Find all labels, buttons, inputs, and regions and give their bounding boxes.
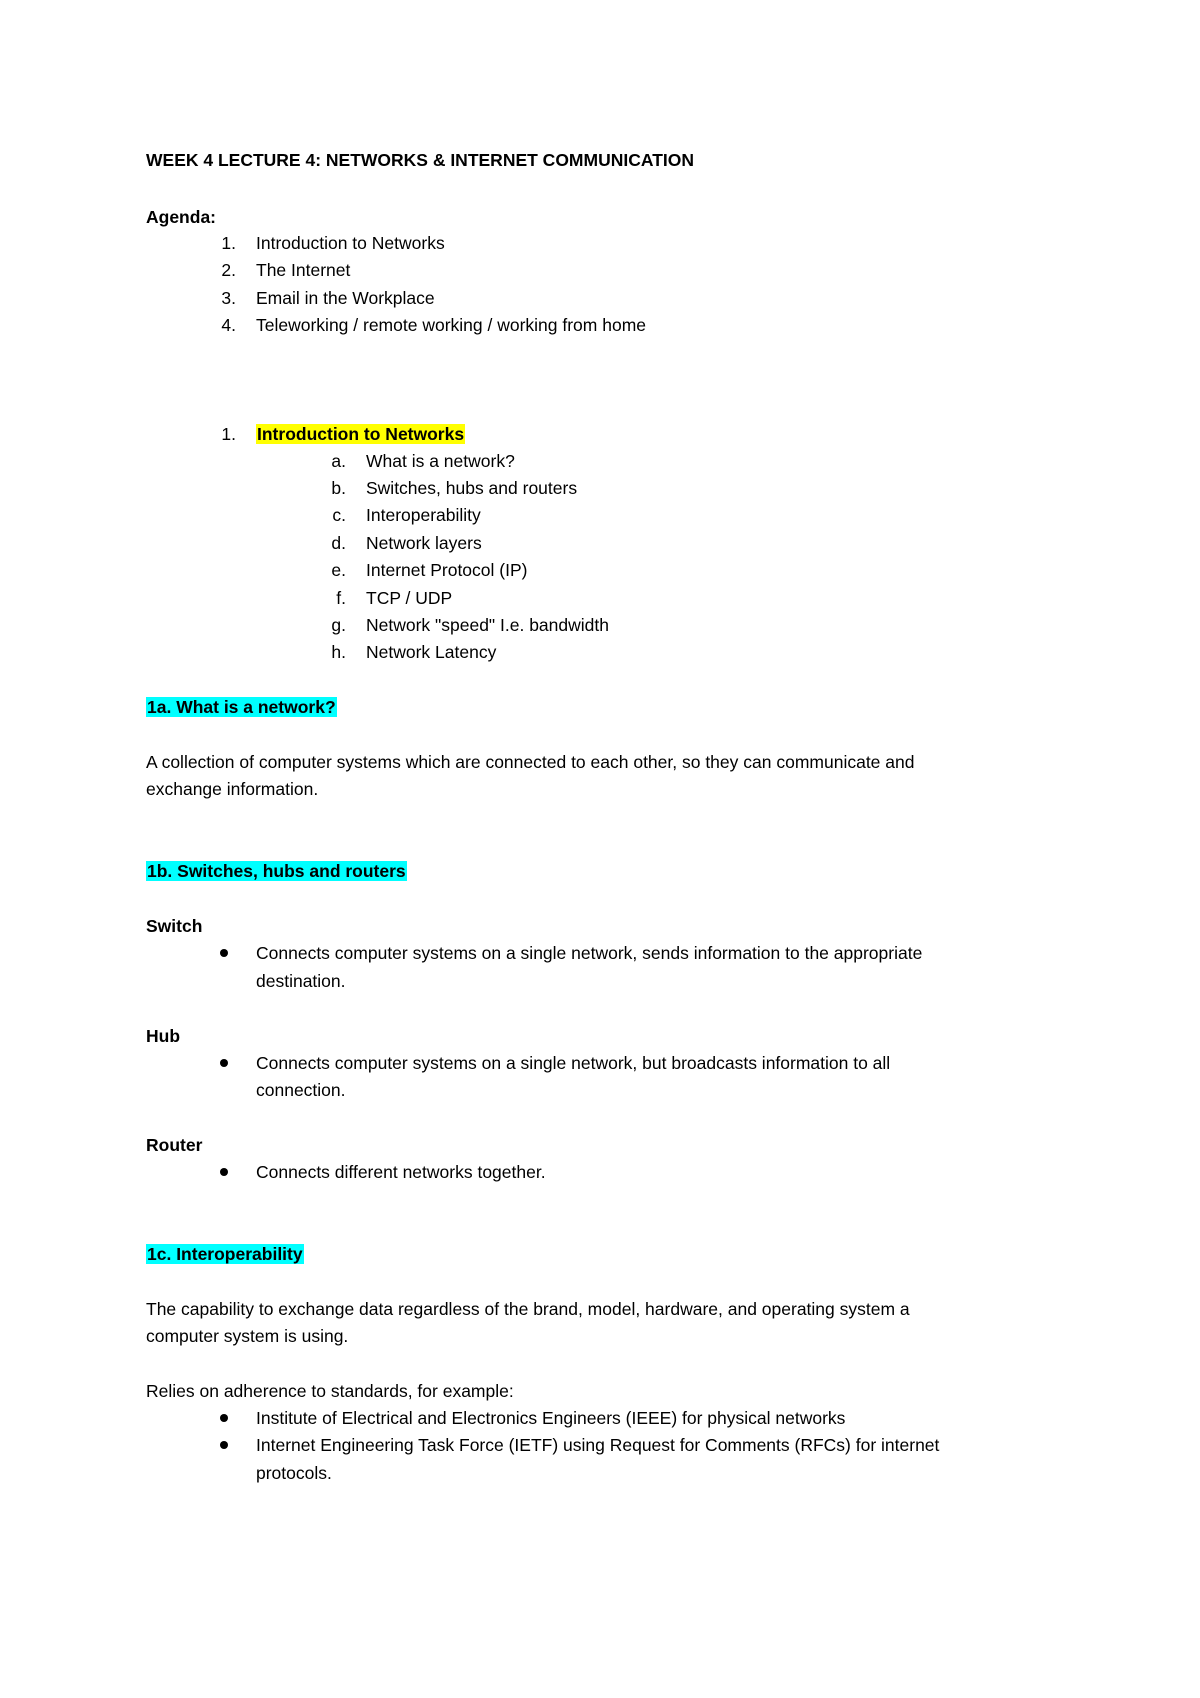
- standards-bullet-1: Institute of Electrical and Electronics Engineers (IEEE) for physical networks: [256, 1408, 846, 1428]
- standards-intro: Relies on adherence to standards, for example:: [146, 1381, 514, 1401]
- bullet-icon: [220, 1441, 228, 1449]
- hub-label: Hub: [146, 1026, 181, 1046]
- agenda-item-1: Introduction to Networks: [256, 233, 445, 253]
- router-label: Router: [146, 1135, 203, 1155]
- section1-marker: 1.: [221, 424, 236, 444]
- sub-marker-e: e.: [331, 560, 346, 580]
- agenda-item-3: Email in the Workplace: [256, 288, 435, 308]
- section1-heading-text: Introduction to Networks: [257, 424, 465, 444]
- hub-desc-line2: connection.: [256, 1080, 346, 1100]
- switch-label: Switch: [146, 916, 203, 936]
- agenda-marker-3: 3.: [221, 288, 236, 308]
- agenda-item-2: The Internet: [256, 260, 351, 280]
- sub-item-c: Interoperability: [366, 505, 481, 525]
- agenda-marker-2: 2.: [221, 260, 236, 280]
- standards-bullet-2-line1: Internet Engineering Task Force (IETF) using Request for Comments (RFCs) for internet: [256, 1435, 940, 1455]
- sub-item-d: Network layers: [366, 533, 482, 553]
- sub-marker-a: a.: [331, 451, 346, 471]
- sub-marker-d: d.: [331, 533, 346, 553]
- sub-item-f: TCP / UDP: [366, 588, 453, 608]
- router-desc-line1: Connects different networks together.: [256, 1162, 546, 1182]
- bullet-icon: [220, 949, 228, 957]
- bullet-icon: [220, 1168, 228, 1176]
- section-1c-heading-text: 1c. Interoperability: [147, 1244, 303, 1264]
- section-1c-para-line1: The capability to exchange data regardless of the brand, model, hardware, and operating system a: [146, 1299, 910, 1319]
- agenda-label: Agenda:: [146, 207, 216, 227]
- page-title: WEEK 4 LECTURE 4: NETWORKS & INTERNET COMMUNICATION: [146, 150, 695, 170]
- section-1b-heading-text: 1b. Switches, hubs and routers: [147, 861, 406, 881]
- bullet-icon: [220, 1059, 228, 1067]
- section1-heading: [256, 423, 465, 445]
- standards-bullet-2-line2: protocols.: [256, 1463, 332, 1483]
- sub-item-a: What is a network?: [366, 451, 515, 471]
- sub-item-g: Network "speed" I.e. bandwidth: [366, 615, 609, 635]
- section-1a-para-line1: A collection of computer systems which are connected to each other, so they can communicate and: [146, 752, 915, 772]
- sub-marker-c: c.: [332, 505, 346, 525]
- bullet-icon: [220, 1414, 228, 1422]
- section-1b-heading: [146, 860, 407, 882]
- sub-marker-f: f.: [336, 588, 346, 608]
- sub-marker-b: b.: [331, 478, 346, 498]
- agenda-marker-4: 4.: [221, 315, 236, 335]
- switch-desc-line1: Connects computer systems on a single network, sends information to the appropriate: [256, 943, 923, 963]
- sub-item-e: Internet Protocol (IP): [366, 560, 528, 580]
- section-1a-para-line2: exchange information.: [146, 779, 319, 799]
- sub-marker-h: h.: [331, 642, 346, 662]
- agenda-item-4: Teleworking / remote working / working from home: [256, 315, 647, 335]
- sub-item-h: Network Latency: [366, 642, 497, 662]
- section-1c-heading: [146, 1243, 304, 1265]
- sub-item-b: Switches, hubs and routers: [366, 478, 578, 498]
- section-1a-heading-text: 1a. What is a network?: [147, 697, 336, 717]
- section-1a-heading: [146, 696, 337, 718]
- switch-desc-line2: destination.: [256, 971, 346, 991]
- sub-marker-g: g.: [331, 615, 346, 635]
- hub-desc-line1: Connects computer systems on a single network, but broadcasts information to all: [256, 1053, 891, 1073]
- agenda-marker-1: 1.: [221, 233, 236, 253]
- section-1c-para-line2: computer system is using.: [146, 1326, 349, 1346]
